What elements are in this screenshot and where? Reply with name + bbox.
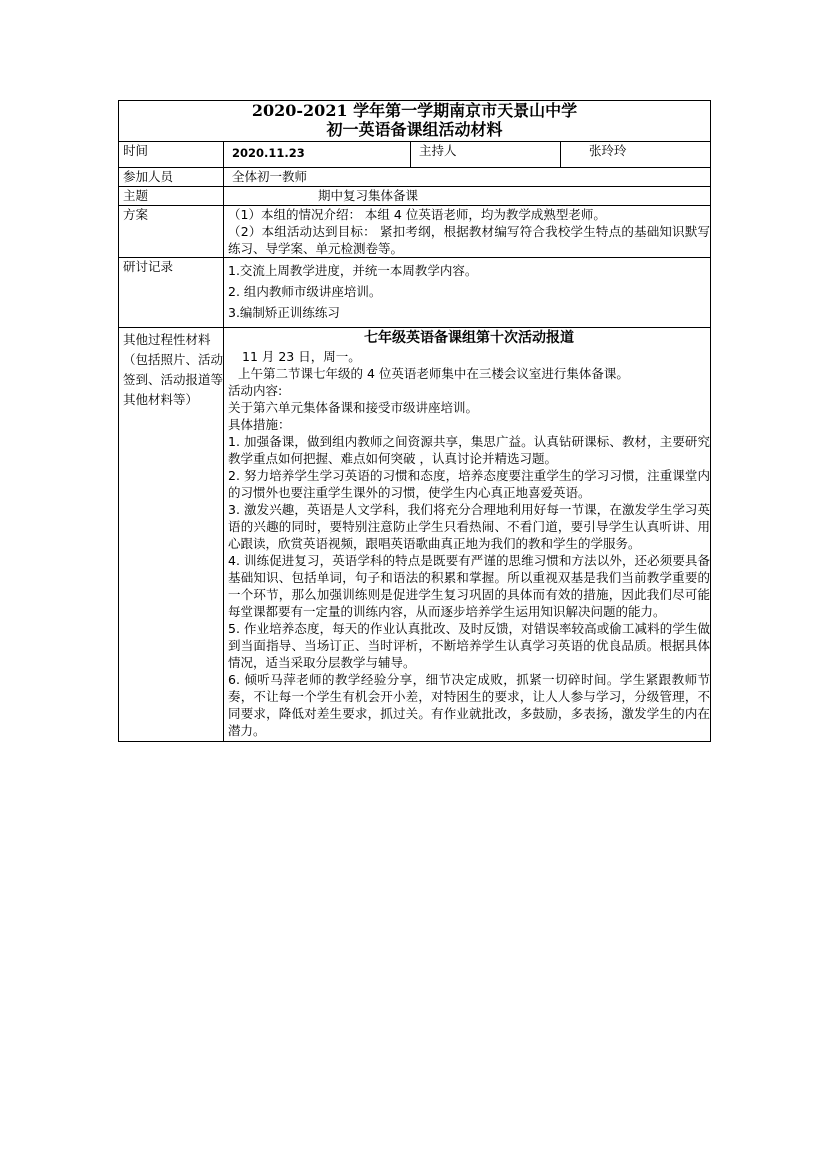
record-item: 2. 组内教师市级讲座培训。 bbox=[228, 284, 382, 299]
measure-item: 1. 加强备课，做到组内教师之间资源共享，集思广益。认真钻研课标、教材，主要研究教学重点如何把握、难点如何突破 ，认真讨论并精选习题。 bbox=[228, 434, 711, 466]
record-label: 研讨记录 bbox=[119, 258, 224, 328]
participants-label: 参加人员 bbox=[119, 168, 224, 187]
title-row bbox=[119, 101, 711, 142]
participants-row bbox=[119, 168, 711, 187]
other-materials-row bbox=[119, 328, 711, 742]
title-cell bbox=[119, 101, 711, 142]
report-date: 11 月 23 日，周一。 bbox=[242, 349, 361, 364]
time-value: 2020.11.23 bbox=[224, 142, 411, 168]
host-value: 张玲玲 bbox=[561, 142, 711, 168]
other-materials-label: 其他过程性材料（包括照片、活动签到、活动报道等其他材料等） bbox=[119, 328, 224, 742]
host-label: 主持人 bbox=[411, 142, 561, 168]
topic-value: 期中复习集体备课 bbox=[224, 187, 711, 206]
report-title: 七年级英语备课组第十次活动报道 bbox=[364, 330, 575, 346]
record-item: 1.交流上周教学进度，并统一本周教学内容。 bbox=[228, 263, 478, 278]
plan-line2: （2）本组活动达到目标： 紧扣考纲，根据教材编写符合我校学生特点的基础知识默写练习、导学案、单元检测卷等。 bbox=[228, 224, 711, 256]
measure-item: 3. 激发兴趣，英语是人文学科，我们将充分合理地利用好每一节课，在激发学生学习英语的兴趣的同时，要特别注意防止学生只看热闹、不看门道，要引导学生认真听讲、用心跟读，欣赏英语视频，跟唱英语歌曲真正地为我们的教和学生的学服务。 bbox=[228, 502, 711, 551]
topic-label: 主题 bbox=[119, 187, 224, 206]
document-title-line2: 初一英语备课组活动材料 bbox=[326, 120, 503, 139]
measure-item: 6. 倾听马萍老师的教学经验分享，细节决定成败，抓紧一切碎时间。学生紧跟教师节奏，不让每一个学生有机会开小差，对特困生的要求，让人人参与学习，分级管理，不同要求，降低对差生要求，抓过关。有作业就批改，多鼓励，多表扬，激发学生的内在潜力。 bbox=[228, 672, 711, 738]
record-content bbox=[224, 258, 711, 328]
plan-line1: （1）本组的情况介绍： 本组 4 位英语老师，均为教学成熟型老师。 bbox=[228, 207, 606, 222]
measure-item: 4. 训练促进复习，英语学科的特点是既要有严谨的思维习惯和方法以外，还必须要具备基础知识、包括单词，句子和语法的积累和掌握。所以重视双基是我们当前教学重要的一个环节，那么加强训练则是促进学生复习巩固的具体而有效的措施，因此我们尽可能每堂课都要有一定量的训练内容，从而逐步培养学生运用知识解决问题的能力。 bbox=[228, 553, 711, 619]
report-intro: 上午第二节课七年级的 4 位英语老师集中在三楼会议室进行集体备课。 bbox=[238, 366, 629, 381]
content-label: 活动内容: bbox=[228, 383, 283, 398]
topic-row bbox=[119, 187, 711, 206]
record-row bbox=[119, 258, 711, 328]
activity-table bbox=[118, 100, 711, 742]
record-item: 3.编制矫正训练练习 bbox=[228, 305, 340, 320]
time-row bbox=[119, 142, 711, 168]
document-title-line1: 2020-2021 学年第一学期南京市天景山中学 bbox=[251, 101, 578, 120]
plan-row bbox=[119, 206, 711, 258]
document-page bbox=[118, 100, 710, 742]
time-label: 时间 bbox=[119, 142, 224, 168]
plan-content bbox=[224, 206, 711, 258]
measure-item: 5. 作业培养态度，每天的作业认真批改、及时反馈，对错误率较高或偷工减料的学生做到当面指导、当场订正、当时评析，不断培养学生认真学习英语的优良品质。根据具体情况，适当采取分层教学与辅导。 bbox=[228, 621, 711, 670]
report-content bbox=[224, 328, 711, 742]
participants-value: 全体初一教师 bbox=[224, 168, 711, 187]
plan-label: 方案 bbox=[119, 206, 224, 258]
content-text: 关于第六单元集体备课和接受市级讲座培训。 bbox=[228, 400, 479, 415]
measures-label: 具体措施： bbox=[228, 417, 291, 432]
measure-item: 2. 努力培养学生学习英语的习惯和态度，培养态度要注重学生的学习习惯，注重课堂内的习惯外也要注重学生课外的习惯，使学生内心真正地喜爱英语。 bbox=[228, 468, 711, 500]
